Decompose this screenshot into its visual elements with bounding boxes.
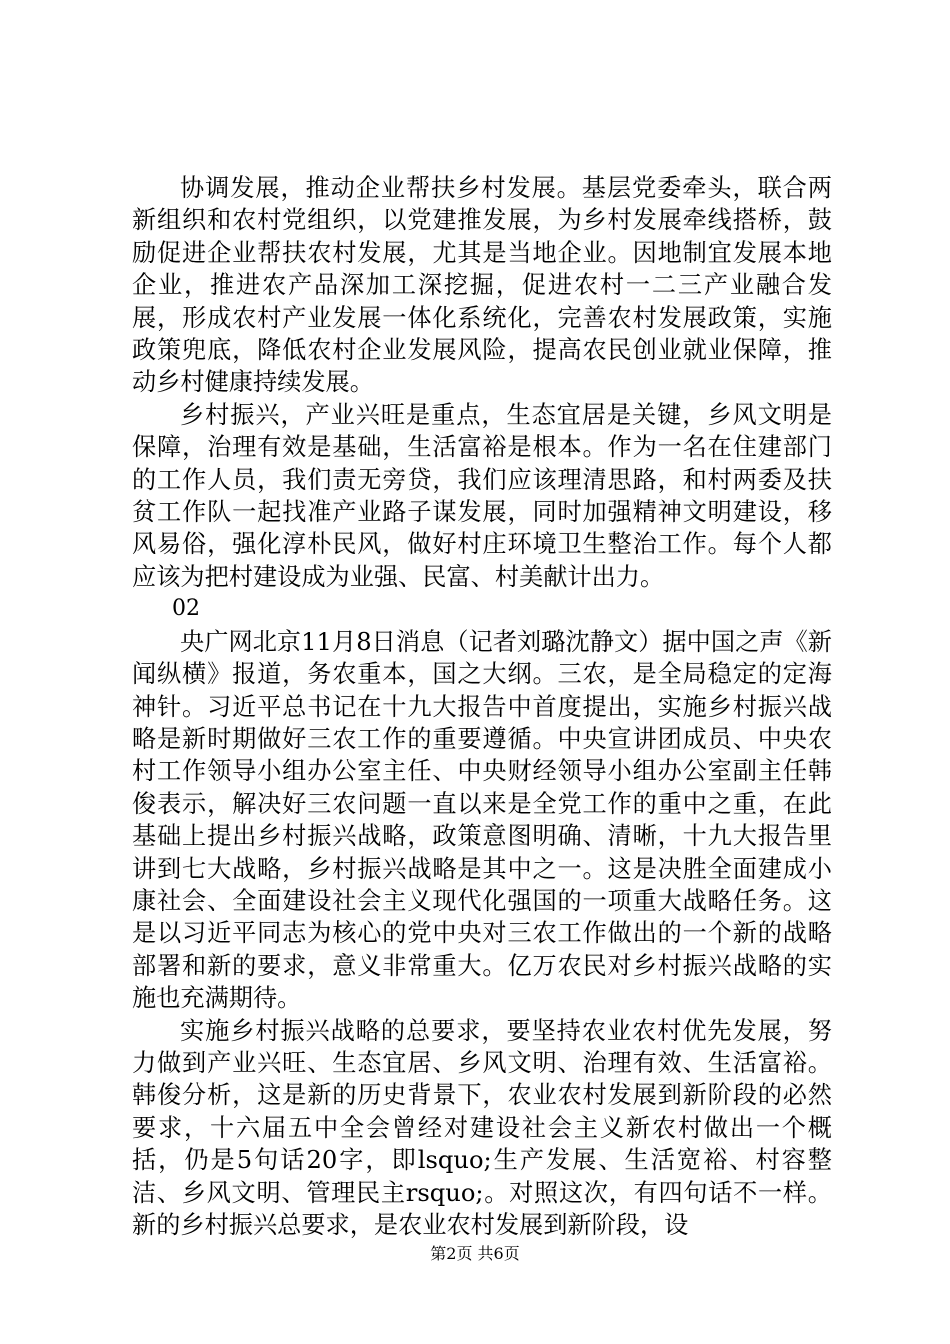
paragraph-2: 乡村振兴，产业兴旺是重点，生态宜居是关键，乡风文明是保障，治理有效是基础，生活富裕是根本。作为一名在住建部门的工作人员，我们责无旁贷，我们应该理清思路，和村两委及扶贫工作队一起找准产业路子谋发展，同时加强精神文明建设，移风易俗，强化淳朴民风，做好村庄环境卫生整治工作。每个人都应该为把村建设成为业强、民富、村美献计出力。 (132, 400, 832, 591)
page-footer: 第2页 共6页 (430, 1244, 520, 1263)
section-marker: 02 (172, 596, 200, 622)
paragraph-4: 实施乡村振兴战略的总要求，要坚持农业农村优先发展，努力做到产业兴旺、生态宜居、乡风文明、治理有效、生活富裕。韩俊分析，这是新的历史背景下，农业农村发展到新阶段的必然要求，十六届五中全会曾经对建设社会主义新农村做出一个概括，仍是5句话20字，即lsquo;生产发展、生活宽裕、村容整洁、乡风文明、管理民主rsquo;。对照这次，有四句话不一样。新的乡村振兴总要求，是农业农村发展到新阶段，设 (132, 1016, 832, 1239)
paragraph-3: 央广网北京11月8日消息（记者刘璐沈静文）据中国之声《新闻纵横》报道，务农重本，国之大纲。三农，是全局稳定的定海神针。习近平总书记在十九大报告中首度提出，实施乡村振兴战略是新时期做好三农工作的重要遵循。中央宣讲团成员、中央农村工作领导小组办公室主任、中央财经领导小组办公室副主任韩俊表示，解决好三农问题一直以来是全党工作的重中之重，在此基础上提出乡村振兴战略，政策意图明确、清晰，十九大报告里讲到七大战略，乡村振兴战略是其中之一。这是决胜全面建成小康社会、全面建设社会主义现代化强国的一项重大战略任务。这是以习近平同志为核心的党中央对三农工作做出的一个新的战略部署和新的要求，意义非常重大。亿万农民对乡村振兴战略的实施也充满期待。 (132, 627, 832, 1013)
document-body (132, 172, 832, 1241)
paragraph-1: 协调发展，推动企业帮扶乡村发展。基层党委牵头，联合两新组织和农村党组织，以党建推发展，为乡村发展牵线搭桥，鼓励促进企业帮扶农村发展，尤其是当地企业。因地制宜发展本地企业，推进农产品深加工深挖掘，促进农村一二三产业融合发展，形成农村产业发展一体化系统化，完善农村发展政策，实施政策兜底，降低农村企业发展风险，提高农民创业就业保障，推动乡村健康持续发展。 (132, 174, 832, 397)
